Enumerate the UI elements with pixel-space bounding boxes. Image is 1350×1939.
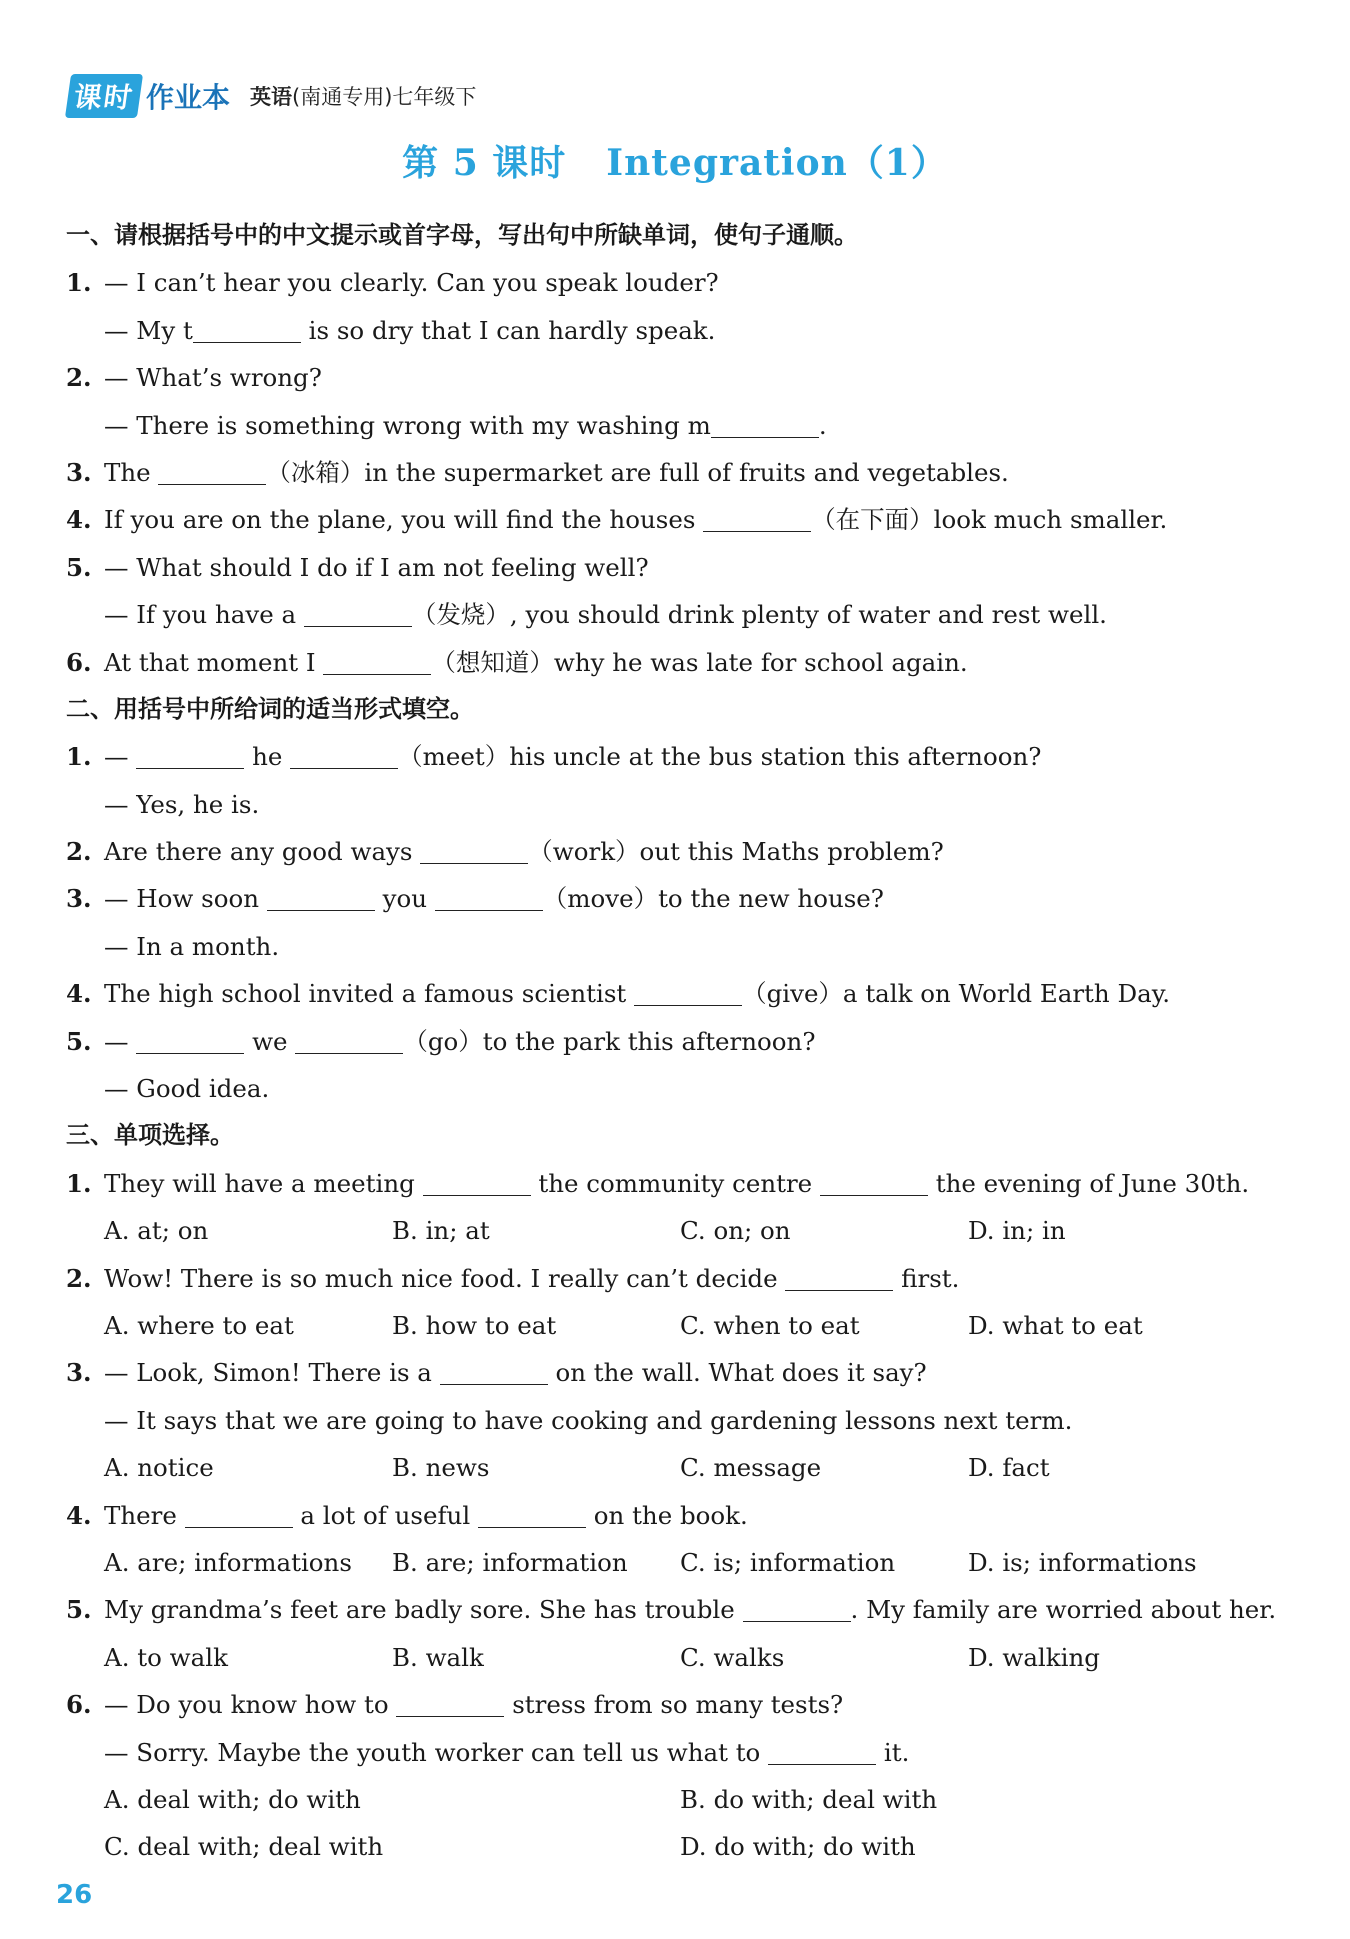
options-row bbox=[66, 1302, 1296, 1349]
question-text: you bbox=[374, 884, 435, 914]
question-number: 3. bbox=[66, 884, 92, 914]
answer-blank[interactable] bbox=[703, 509, 811, 532]
question-number: 5. bbox=[66, 552, 92, 582]
option-c[interactable]: C. is; information bbox=[680, 1547, 896, 1577]
question-text: — Good idea. bbox=[104, 1074, 270, 1104]
question-text: Wow! There is so much nice food. I really can’t decide bbox=[104, 1263, 786, 1293]
option-b[interactable]: B. how to eat bbox=[392, 1310, 557, 1340]
question-line bbox=[66, 733, 1296, 780]
question-text: the evening of June 30th. bbox=[927, 1168, 1250, 1198]
question-text: — Sorry. Maybe the youth worker can tell us what to bbox=[104, 1737, 769, 1767]
answer-blank[interactable] bbox=[743, 1599, 851, 1622]
options-row bbox=[66, 1776, 1296, 1823]
question-number: 5. bbox=[66, 1026, 92, 1056]
question-text: There bbox=[104, 1500, 185, 1530]
question-text: （冰箱）in the supermarket are full of fruits and vegetables. bbox=[266, 457, 1009, 487]
question-line bbox=[66, 781, 1296, 828]
answer-blank[interactable] bbox=[423, 1173, 531, 1196]
question-text: first. bbox=[893, 1263, 960, 1293]
option-d[interactable]: D. is; informations bbox=[968, 1547, 1197, 1577]
answer-blank[interactable] bbox=[295, 1031, 403, 1054]
question-text: — bbox=[104, 742, 137, 772]
answer-blank[interactable] bbox=[267, 888, 375, 911]
question-number: 1. bbox=[66, 268, 92, 298]
options-row bbox=[66, 1823, 1296, 1870]
answer-blank[interactable] bbox=[193, 320, 301, 343]
section-title: 三、单项选择。 bbox=[66, 1121, 234, 1150]
question-text: The bbox=[104, 457, 159, 487]
question-text: it. bbox=[876, 1737, 910, 1767]
answer-blank[interactable] bbox=[290, 746, 398, 769]
worksheet-content bbox=[66, 212, 1296, 1871]
question-text: If you are on the plane, you will find the houses bbox=[104, 505, 704, 535]
option-b[interactable]: B. in; at bbox=[392, 1216, 490, 1246]
question-text: he bbox=[244, 742, 291, 772]
option-d[interactable]: D. what to eat bbox=[968, 1310, 1143, 1340]
question-text: （发烧）, you should drink plenty of water and rest well. bbox=[411, 600, 1107, 630]
option-d[interactable]: D. walking bbox=[968, 1642, 1100, 1672]
question-text: — Look, Simon! There is a bbox=[104, 1358, 440, 1388]
question-line bbox=[66, 923, 1296, 970]
question-number: 6. bbox=[66, 1690, 92, 1720]
option-b[interactable]: B. are; information bbox=[392, 1547, 628, 1577]
answer-blank[interactable] bbox=[435, 888, 543, 911]
brand-name: 作业本 bbox=[146, 81, 231, 114]
answer-blank[interactable] bbox=[396, 1694, 504, 1717]
options-row bbox=[66, 1207, 1296, 1254]
question-line bbox=[66, 591, 1296, 638]
question-line bbox=[66, 1729, 1296, 1776]
answer-blank[interactable] bbox=[420, 841, 528, 864]
question-line bbox=[66, 496, 1296, 543]
question-text: — Do you know how to bbox=[104, 1690, 397, 1720]
answer-blank[interactable] bbox=[158, 462, 266, 485]
option-c[interactable]: C. when to eat bbox=[680, 1310, 860, 1340]
question-number: 1. bbox=[66, 1168, 92, 1198]
brand-logo: 课时 bbox=[65, 74, 143, 118]
answer-blank[interactable] bbox=[768, 1742, 876, 1765]
question-text: （在下面）look much smaller. bbox=[811, 505, 1168, 535]
answer-blank[interactable] bbox=[440, 1362, 548, 1385]
question-text: （go）to the park this afternoon? bbox=[403, 1026, 816, 1056]
question-line bbox=[66, 828, 1296, 875]
question-line bbox=[66, 1586, 1296, 1633]
option-c[interactable]: C. walks bbox=[680, 1642, 785, 1672]
question-text: — It says that we are going to have cooking and gardening lessons next term. bbox=[104, 1405, 1073, 1435]
options-row bbox=[66, 1634, 1296, 1681]
question-text: （想知道）why he was late for school again. bbox=[431, 647, 968, 677]
question-text: The high school invited a famous scientist bbox=[104, 979, 635, 1009]
question-text: on the book. bbox=[585, 1500, 748, 1530]
question-line bbox=[66, 449, 1296, 496]
answer-blank[interactable] bbox=[136, 1031, 244, 1054]
question-text: — bbox=[104, 1026, 137, 1056]
question-number: 2. bbox=[66, 363, 92, 393]
question-line bbox=[66, 639, 1296, 686]
question-line bbox=[66, 1255, 1296, 1302]
question-text: a lot of useful bbox=[292, 1500, 478, 1530]
question-text: At that moment I bbox=[104, 647, 324, 677]
question-number: 4. bbox=[66, 1500, 92, 1530]
option-a[interactable]: A. at; on bbox=[104, 1216, 209, 1246]
question-text: My grandma’s feet are badly sore. She has trouble bbox=[104, 1595, 743, 1625]
question-line bbox=[66, 1160, 1296, 1207]
question-line bbox=[66, 1349, 1296, 1396]
question-line bbox=[66, 1065, 1296, 1112]
question-text: on the wall. What does it say? bbox=[547, 1358, 927, 1388]
answer-blank[interactable] bbox=[304, 604, 412, 627]
option-a[interactable]: A. where to eat bbox=[104, 1310, 294, 1340]
answer-blank[interactable] bbox=[634, 983, 742, 1006]
option-d[interactable]: D. fact bbox=[968, 1453, 1050, 1483]
question-number: 6. bbox=[66, 647, 92, 677]
question-line bbox=[66, 354, 1296, 401]
question-text: （meet）his uncle at the bus station this afternoon? bbox=[398, 742, 1042, 772]
lesson-title bbox=[0, 135, 1350, 186]
question-number: 3. bbox=[66, 457, 92, 487]
option-b[interactable]: B. do with; deal with bbox=[680, 1784, 938, 1814]
question-number: 2. bbox=[66, 1263, 92, 1293]
question-text: is so dry that I can hardly speak. bbox=[300, 315, 716, 345]
option-a[interactable]: A. are; informations bbox=[104, 1547, 352, 1577]
page-number: 26 bbox=[56, 1880, 93, 1910]
option-b[interactable]: B. walk bbox=[392, 1642, 484, 1672]
question-number: 5. bbox=[66, 1595, 92, 1625]
answer-blank[interactable] bbox=[136, 746, 244, 769]
question-text: — There is something wrong with my washing m bbox=[104, 410, 711, 440]
question-number: 4. bbox=[66, 979, 92, 1009]
question-text: — What’s wrong? bbox=[104, 363, 322, 393]
question-line bbox=[66, 875, 1296, 922]
question-text: They will have a meeting bbox=[104, 1168, 423, 1198]
question-line bbox=[66, 259, 1296, 306]
question-text: — Yes, he is. bbox=[104, 789, 260, 819]
question-text: （work）out this Maths problem? bbox=[528, 837, 944, 867]
answer-blank[interactable] bbox=[323, 652, 431, 675]
answer-blank[interactable] bbox=[711, 415, 819, 438]
question-text: — I can’t hear you clearly. Can you speak louder? bbox=[104, 268, 719, 298]
option-c[interactable]: C. deal with; deal with bbox=[104, 1832, 384, 1862]
options-row bbox=[66, 1539, 1296, 1586]
lesson-number: 第 5 课时 bbox=[402, 142, 567, 184]
answer-blank[interactable] bbox=[820, 1173, 928, 1196]
question-text: — My t bbox=[104, 315, 193, 345]
question-text: Are there any good ways bbox=[104, 837, 421, 867]
question-text: — How soon bbox=[104, 884, 267, 914]
question-line bbox=[66, 402, 1296, 449]
question-text: — In a month. bbox=[104, 931, 280, 961]
option-c[interactable]: C. message bbox=[680, 1453, 822, 1483]
answer-blank[interactable] bbox=[478, 1505, 586, 1528]
question-text: — If you have a bbox=[104, 600, 304, 630]
question-number: 2. bbox=[66, 837, 92, 867]
question-number: 3. bbox=[66, 1358, 92, 1388]
question-number: 4. bbox=[66, 505, 92, 535]
question-text: （give）a talk on World Earth Day. bbox=[742, 979, 1171, 1009]
question-line bbox=[66, 970, 1296, 1017]
options-row bbox=[66, 1444, 1296, 1491]
option-c[interactable]: C. on; on bbox=[680, 1216, 791, 1246]
question-line bbox=[66, 1018, 1296, 1065]
question-text: . bbox=[818, 410, 827, 440]
answer-blank[interactable] bbox=[785, 1268, 893, 1291]
question-text: （move）to the new house? bbox=[542, 884, 884, 914]
question-line bbox=[66, 544, 1296, 591]
question-text: stress from so many tests? bbox=[504, 1690, 844, 1720]
question-line bbox=[66, 307, 1296, 354]
question-text: the community centre bbox=[530, 1168, 820, 1198]
question-text: . My family are worried about her. bbox=[850, 1595, 1277, 1625]
page-header bbox=[68, 74, 476, 118]
option-d[interactable]: D. do with; do with bbox=[680, 1832, 916, 1862]
option-b[interactable]: B. news bbox=[392, 1453, 490, 1483]
section-title: 二、用括号中所给词的适当形式填空。 bbox=[66, 694, 474, 723]
answer-blank[interactable] bbox=[185, 1505, 293, 1528]
question-text: — What should I do if I am not feeling well? bbox=[104, 552, 649, 582]
option-d[interactable]: D. in; in bbox=[968, 1216, 1066, 1246]
section-title: 一、请根据括号中的中文提示或首字母，写出句中所缺单词，使句子通顺。 bbox=[66, 221, 858, 249]
option-a[interactable]: A. to walk bbox=[104, 1642, 228, 1672]
question-line bbox=[66, 1681, 1296, 1728]
subject-label: 英语(南通专用)七年级下 bbox=[250, 85, 477, 109]
question-text: we bbox=[244, 1026, 296, 1056]
option-a[interactable]: A. notice bbox=[104, 1453, 214, 1483]
question-line bbox=[66, 1397, 1296, 1444]
question-number: 1. bbox=[66, 742, 92, 772]
lesson-name: Integration（1） bbox=[606, 142, 948, 184]
option-a[interactable]: A. deal with; do with bbox=[104, 1784, 361, 1814]
question-line bbox=[66, 1492, 1296, 1539]
